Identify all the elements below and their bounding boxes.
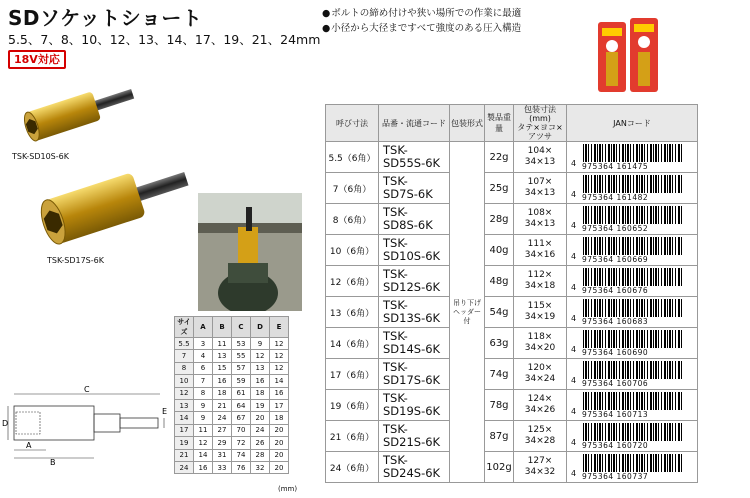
caption-large: TSK-SD17S-6K (47, 256, 104, 265)
dim-cell: 33 (213, 461, 232, 473)
label-e: E (162, 407, 168, 416)
dim-cell: 14 (270, 375, 289, 387)
jan-number: 975364 160652 (582, 224, 649, 233)
dim-cell: 21 (213, 399, 232, 411)
dim-cell: 20 (270, 437, 289, 449)
dim-cell: 13 (175, 399, 194, 411)
dim-cell: 24 (251, 424, 270, 436)
dim-row (175, 338, 289, 350)
product-code: TSK- SD8S-6K (379, 204, 450, 235)
jan-lead: 4 (571, 469, 577, 478)
dim-cell: 19 (251, 399, 270, 411)
dim-cell: 67 (232, 412, 251, 424)
jan-cell (567, 204, 698, 235)
label-a: A (26, 441, 32, 450)
dim-cell: 12 (175, 387, 194, 399)
dim-cell: 7 (194, 375, 213, 387)
dim-cell: 19 (175, 437, 194, 449)
label-d: D (2, 419, 9, 428)
18v-badge: 18V対応 (8, 50, 66, 69)
dim-cell: 3 (194, 338, 213, 350)
dim-cell: 8 (175, 362, 194, 374)
dim-cell: 29 (213, 437, 232, 449)
spec-row (326, 452, 698, 483)
dim-cell: 74 (232, 449, 251, 461)
dim-cell: 16 (213, 375, 232, 387)
size-cell: 10（6角） (326, 235, 379, 266)
jan-cell (567, 328, 698, 359)
spec-row (326, 266, 698, 297)
dim-cell: 20 (270, 424, 289, 436)
dim-cell: 9 (194, 412, 213, 424)
dim-cell: 27 (213, 424, 232, 436)
product-code: TSK- SD21S-6K (379, 421, 450, 452)
dim-cell: 53 (232, 338, 251, 350)
caption-small: TSK-SD10S-6K (12, 152, 69, 161)
dim-cell: 16 (270, 387, 289, 399)
jan-lead: 4 (571, 376, 577, 385)
jan-cell (567, 421, 698, 452)
barcode (583, 237, 683, 255)
dim-row (175, 362, 289, 374)
dim-cell: 57 (232, 362, 251, 374)
dim-row (175, 375, 289, 387)
product-code: TSK- SD10S-6K (379, 235, 450, 266)
dim-cell: 9 (194, 399, 213, 411)
feature-item: ● 小径から大径まですべて強度のある圧入構造 (322, 21, 521, 36)
barcode (583, 361, 683, 379)
barcode (583, 330, 683, 348)
dim-cell: 7 (175, 350, 194, 362)
jan-lead: 4 (571, 159, 577, 168)
dim-header: サイズ (175, 317, 194, 338)
dim-cell: 12 (270, 362, 289, 374)
package-photo (594, 2, 664, 98)
size-cell: 24（6角） (326, 452, 379, 483)
jan-number: 975364 160737 (582, 472, 649, 481)
dim-cell: 6 (194, 362, 213, 374)
size-cell: 8（6角） (326, 204, 379, 235)
unit-label: (mm) (278, 485, 298, 493)
col-pack-size: 包装寸法(mm) タテ×ヨコ×アツサ (514, 105, 567, 142)
dim-cell: 13 (251, 362, 270, 374)
jan-lead: 4 (571, 345, 577, 354)
size-list: 5.5、7、8、10、12、13、14、17、19、21、24mm (8, 32, 321, 47)
dim-cell: 20 (251, 412, 270, 424)
jan-cell (567, 235, 698, 266)
jan-cell (567, 390, 698, 421)
dim-header: D (251, 317, 270, 338)
product-code: TSK- SD7S-6K (379, 173, 450, 204)
product-code: TSK- SD19S-6K (379, 390, 450, 421)
barcode (583, 144, 683, 162)
dim-cell: 16 (251, 375, 270, 387)
pack-size-cell: 112× 34×18 (514, 266, 567, 297)
pack-size-cell: 111× 34×16 (514, 235, 567, 266)
jan-number: 975364 160690 (582, 348, 649, 357)
dim-cell: 12 (270, 350, 289, 362)
jan-number: 975364 161475 (582, 162, 649, 171)
weight-cell: 25g (485, 173, 514, 204)
weight-cell: 87g (485, 421, 514, 452)
dim-cell: 17 (270, 399, 289, 411)
jan-lead: 4 (571, 190, 577, 199)
dim-cell: 15 (213, 362, 232, 374)
page-title: SDソケットショート (8, 6, 203, 30)
dim-row (175, 461, 289, 473)
dim-row (175, 424, 289, 436)
size-cell: 13（6角） (326, 297, 379, 328)
barcode (583, 299, 683, 317)
weight-cell: 102g (485, 452, 514, 483)
dim-cell: 17 (175, 424, 194, 436)
dim-cell: 26 (251, 437, 270, 449)
jan-cell (567, 452, 698, 483)
socket-large-image (35, 155, 195, 255)
pack-size-cell: 127× 34×32 (514, 452, 567, 483)
product-code: TSK- SD24S-6K (379, 452, 450, 483)
size-cell: 14（6角） (326, 328, 379, 359)
dimension-table (174, 316, 289, 474)
jan-cell (567, 359, 698, 390)
socket-small-image (20, 78, 140, 148)
size-cell: 12（6角） (326, 266, 379, 297)
jan-lead: 4 (571, 221, 577, 230)
pack-size-cell: 124× 34×26 (514, 390, 567, 421)
feature-list (322, 6, 521, 36)
dim-cell: 31 (213, 449, 232, 461)
barcode (583, 175, 683, 193)
dim-cell: 76 (232, 461, 251, 473)
barcode (583, 392, 683, 410)
dim-cell: 9 (251, 338, 270, 350)
dim-cell: 24 (175, 461, 194, 473)
jan-number: 975364 160713 (582, 410, 649, 419)
dim-cell: 55 (232, 350, 251, 362)
weight-cell: 22g (485, 142, 514, 173)
label-b: B (50, 458, 56, 466)
col-jan: JANコード (567, 105, 698, 142)
weight-cell: 40g (485, 235, 514, 266)
feature-item: ● ボルトの締め付けや狭い場所での作業に最適 (322, 6, 521, 21)
weight-cell: 78g (485, 390, 514, 421)
weight-cell: 28g (485, 204, 514, 235)
dim-header: A (194, 317, 213, 338)
jan-number: 975364 160683 (582, 317, 649, 326)
pack-size-cell: 115× 34×19 (514, 297, 567, 328)
size-cell: 19（6角） (326, 390, 379, 421)
col-code: 品番・流通コード (379, 105, 450, 142)
dim-header: B (213, 317, 232, 338)
col-pack-type: 包装形式 (450, 105, 485, 142)
col-size: 呼び寸法 (326, 105, 379, 142)
dim-cell: 11 (194, 424, 213, 436)
size-cell: 5.5（6角） (326, 142, 379, 173)
dim-cell: 10 (175, 375, 194, 387)
dim-cell: 4 (194, 350, 213, 362)
dim-cell: 11 (213, 338, 232, 350)
pack-size-cell: 118× 34×20 (514, 328, 567, 359)
dim-cell: 21 (175, 449, 194, 461)
dim-cell: 64 (232, 399, 251, 411)
dim-cell: 61 (232, 387, 251, 399)
dimension-diagram (2, 384, 170, 466)
weight-cell: 48g (485, 266, 514, 297)
barcode (583, 423, 683, 441)
usage-photo (198, 193, 302, 311)
dim-row (175, 387, 289, 399)
jan-lead: 4 (571, 314, 577, 323)
jan-lead: 4 (571, 438, 577, 447)
jan-cell (567, 173, 698, 204)
size-cell: 21（6角） (326, 421, 379, 452)
spec-row (326, 173, 698, 204)
weight-cell: 54g (485, 297, 514, 328)
weight-cell: 74g (485, 359, 514, 390)
dim-cell: 59 (232, 375, 251, 387)
dim-row (175, 449, 289, 461)
product-code: TSK- SD12S-6K (379, 266, 450, 297)
spec-row (326, 204, 698, 235)
barcode (583, 206, 683, 224)
jan-lead: 4 (571, 283, 577, 292)
dim-row (175, 399, 289, 411)
product-code: TSK- SD13S-6K (379, 297, 450, 328)
dim-cell: 13 (213, 350, 232, 362)
dim-row (175, 350, 289, 362)
jan-number: 975364 160720 (582, 441, 649, 450)
jan-cell (567, 297, 698, 328)
pack-size-cell: 120× 34×24 (514, 359, 567, 390)
dim-cell: 18 (251, 387, 270, 399)
size-cell: 7（6角） (326, 173, 379, 204)
dim-cell: 20 (270, 449, 289, 461)
dim-cell: 8 (194, 387, 213, 399)
jan-number: 975364 160676 (582, 286, 649, 295)
dim-cell: 32 (251, 461, 270, 473)
packaging-cell: 吊り下げ ヘッダー付 (450, 142, 485, 483)
product-code: TSK- SD55S-6K (379, 142, 450, 173)
dim-cell: 24 (213, 412, 232, 424)
dim-header: C (232, 317, 251, 338)
spec-row (326, 359, 698, 390)
dim-row (175, 412, 289, 424)
pack-size-cell: 125× 34×28 (514, 421, 567, 452)
dim-cell: 14 (194, 449, 213, 461)
dim-cell: 5.5 (175, 338, 194, 350)
weight-cell: 63g (485, 328, 514, 359)
jan-number: 975364 161482 (582, 193, 649, 202)
spec-row (326, 421, 698, 452)
dim-cell: 12 (251, 350, 270, 362)
product-code: TSK- SD17S-6K (379, 359, 450, 390)
dim-cell: 12 (270, 338, 289, 350)
spec-row (326, 297, 698, 328)
dim-cell: 18 (270, 412, 289, 424)
dim-cell: 20 (270, 461, 289, 473)
jan-lead: 4 (571, 407, 577, 416)
pack-size-cell: 104× 34×13 (514, 142, 567, 173)
jan-cell (567, 142, 698, 173)
barcode (583, 268, 683, 286)
jan-number: 975364 160669 (582, 255, 649, 264)
spec-table (325, 104, 698, 483)
pack-size-cell: 107× 34×13 (514, 173, 567, 204)
spec-row (326, 142, 698, 173)
col-weight: 製品重量 (485, 105, 514, 142)
barcode (583, 454, 683, 472)
size-cell: 17（6角） (326, 359, 379, 390)
dim-cell: 72 (232, 437, 251, 449)
dim-cell: 28 (251, 449, 270, 461)
pack-size-cell: 108× 34×13 (514, 204, 567, 235)
label-c: C (84, 385, 90, 394)
dim-cell: 14 (175, 412, 194, 424)
spec-row (326, 328, 698, 359)
dim-cell: 70 (232, 424, 251, 436)
dim-cell: 12 (194, 437, 213, 449)
spec-row (326, 235, 698, 266)
jan-number: 975364 160706 (582, 379, 649, 388)
jan-cell (567, 266, 698, 297)
product-code: TSK- SD14S-6K (379, 328, 450, 359)
jan-lead: 4 (571, 252, 577, 261)
dim-header: E (270, 317, 289, 338)
dim-cell: 18 (213, 387, 232, 399)
spec-row (326, 390, 698, 421)
dim-cell: 16 (194, 461, 213, 473)
dim-row (175, 437, 289, 449)
